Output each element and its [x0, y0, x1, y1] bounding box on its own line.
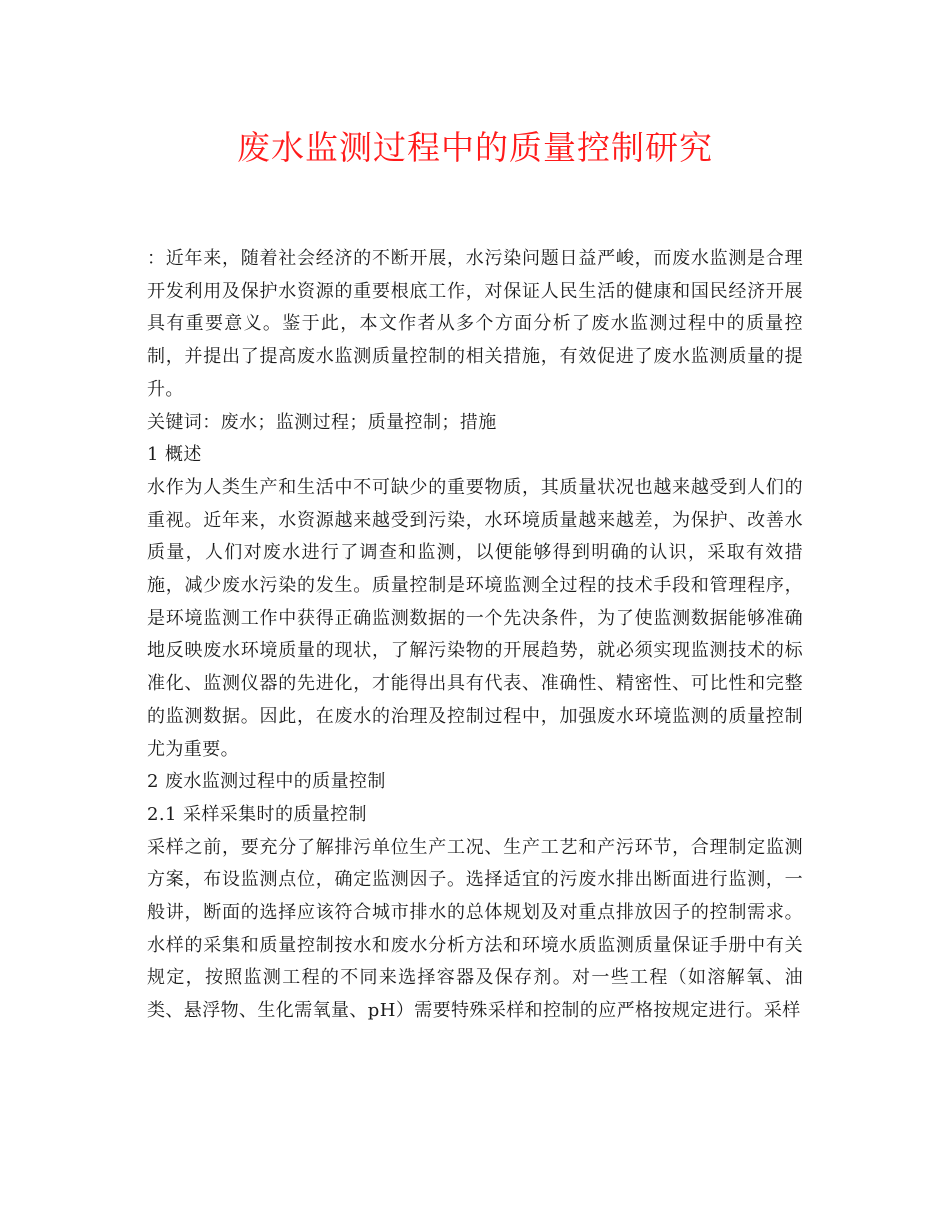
section-1-heading: 1 概述: [147, 444, 202, 466]
document-body: [147, 243, 803, 1028]
document-title: 废水监测过程中的质量控制研究: [237, 128, 713, 167]
keywords-line: 关键词：废水；监测过程；质量控制；措施: [147, 411, 497, 433]
section-2-heading: 2 废水监测过程中的质量控制: [147, 771, 386, 793]
section-1-paragraph: 水作为人类生产和生活中不可缺少的重要物质，其质量状况也越来越受到人们的重视。近年来，水资源越来越受到污染，水环境质量越来越差，为保护、改善水质量，人们对废水进行了调查和监测，以便能够得到明确的认识，采取有效措施，减少废水污染的发生。质量控制是环境监测全过程的技术手段和管理程序，是环境监测工作中获得正确监测数据的一个先决条件，为了使监测数据能够准确地反映废水环境质量的现状，了解污染物的开展趋势，就必须实现监测技术的标准化、监测仪器的先进化，才能得出具有代表、准确性、精密性、可比性和完整的监测数据。因此，在废水的治理及控制过程中，加强废水环境监测的质量控制尤为重要。: [147, 476, 803, 760]
section-2-1-heading: 2.1 采样采集时的质量控制: [147, 803, 367, 825]
abstract-paragraph: ：近年来，随着社会经济的不断开展，水污染问题日益严峻，而废水监测是合理开发利用及保护水资源的重要根底工作，对保证人民生活的健康和国民经济开展具有重要意义。鉴于此，本文作者从多个方面分析了废水监测过程中的质量控制，并提出了提高废水监测质量控制的相关措施，有效促进了废水监测质量的提升。: [147, 248, 803, 400]
section-2-1-paragraph: 采样之前，要充分了解排污单位生产工况、生产工艺和产污环节，合理制定监测方案，布设监测点位，确定监测因子。选择适宜的污废水排出断面进行监测，一般讲，断面的选择应该符合城市排水的总体规划及对重点排放因子的控制需求。水样的采集和质量控制按水和废水分析方法和环境水质监测质量保证手册中有关规定，按照监测工程的不同来选择容器及保存剂。对一些工程（如溶解氧、油类、悬浮物、生化需氧量、pH）需要特殊采样和控制的应严格按规定进行。采样: [147, 836, 803, 1022]
